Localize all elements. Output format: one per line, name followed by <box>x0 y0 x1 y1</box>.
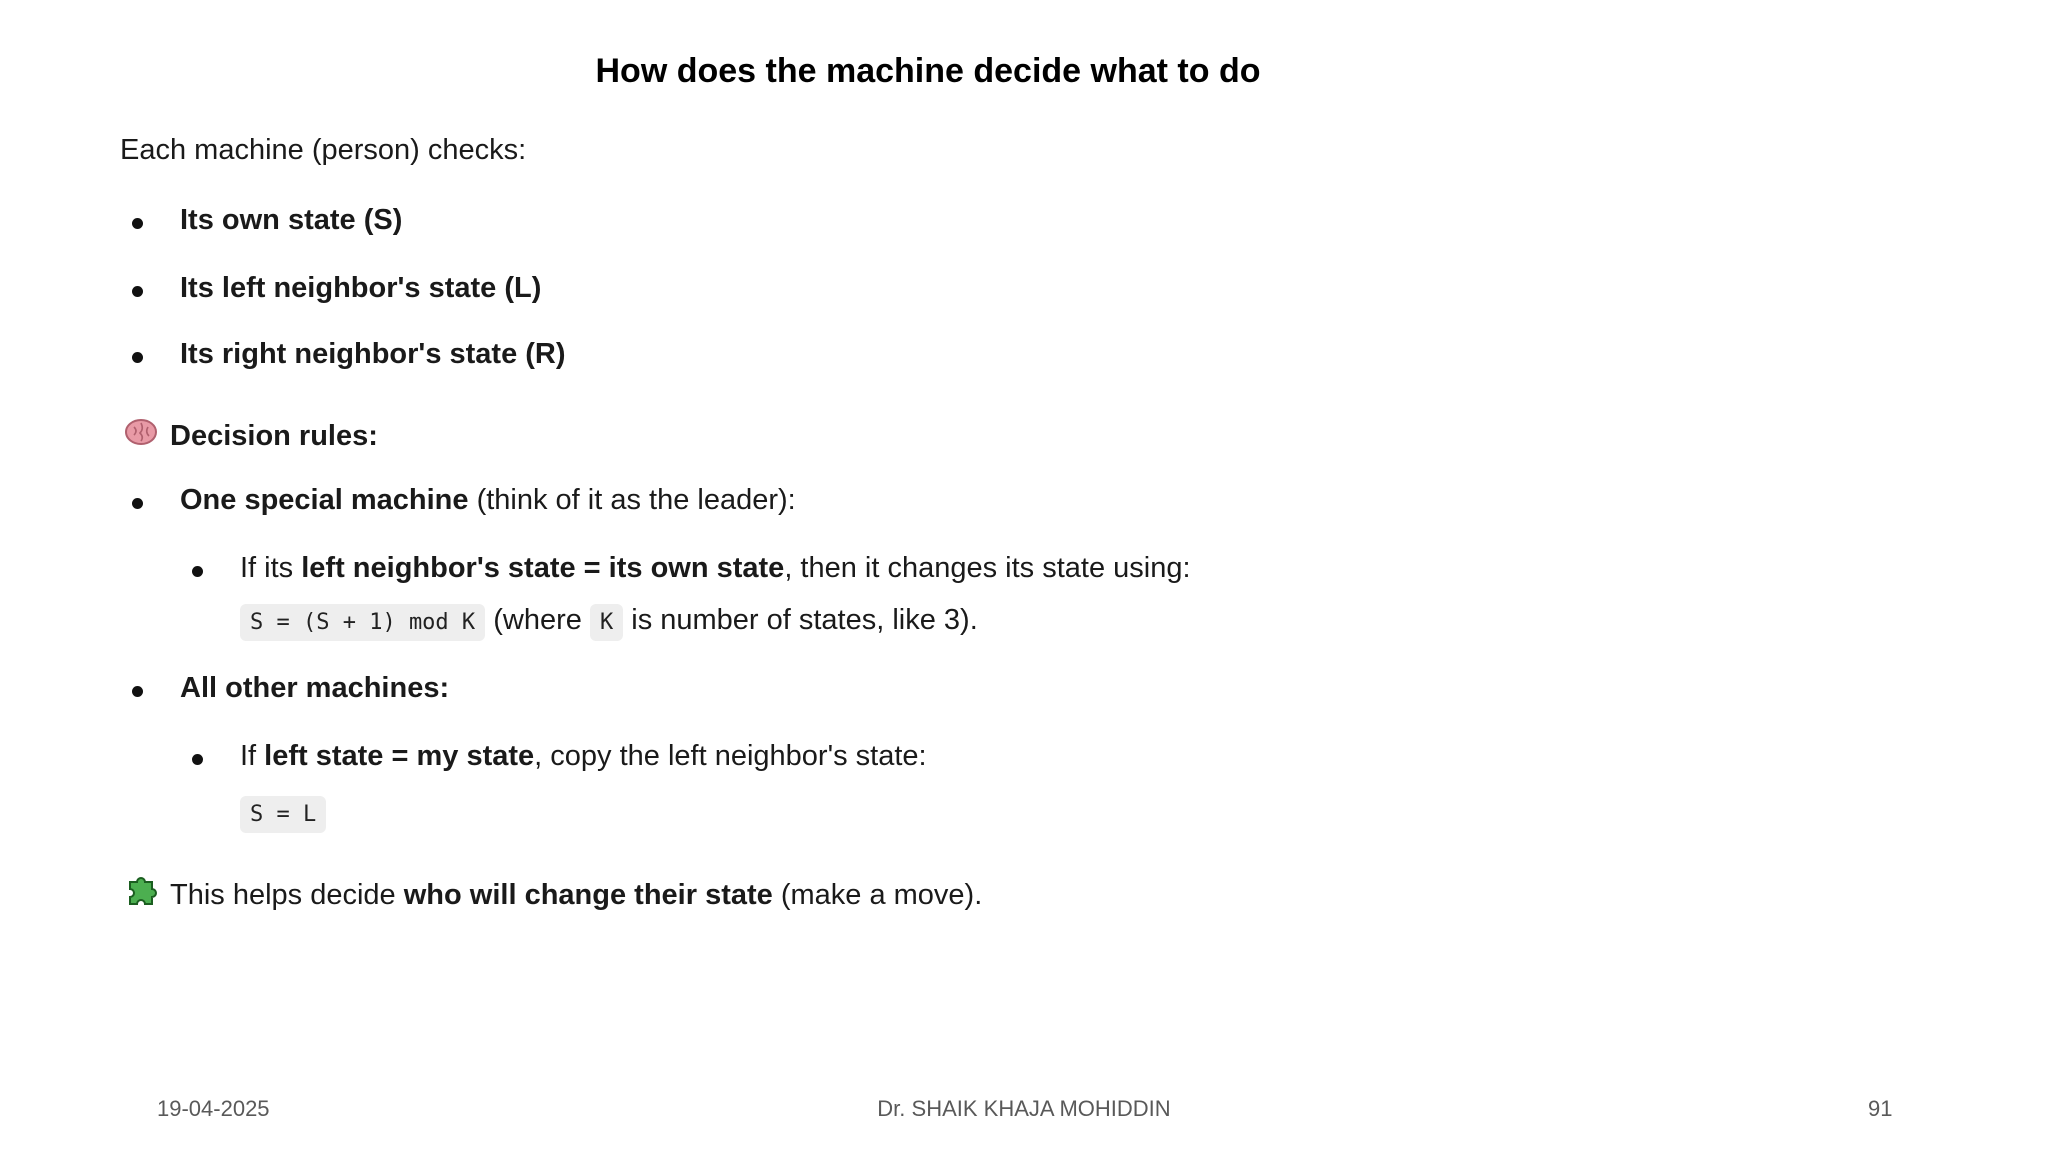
special-rule-prefix: If its <box>240 552 302 584</box>
special-machine-item <box>180 480 796 520</box>
footer-author: Dr. SHAIK KHAJA MOHIDDIN <box>877 1096 1171 1121</box>
special-formula-row <box>240 600 978 643</box>
other-formula-row <box>240 792 326 835</box>
special-machine-desc: (think of it as the leader): <box>468 484 796 516</box>
footer-page-number: 91 <box>1868 1096 1893 1121</box>
where-prefix: (where <box>485 604 590 636</box>
puzzle-icon <box>124 874 158 919</box>
other-rule-prefix: If <box>240 740 265 772</box>
bullet-dot <box>132 218 143 229</box>
slide-title: How does the machine decide what to do <box>595 52 1261 90</box>
other-rule-bold: left state = my state <box>264 740 535 772</box>
summary-bold: who will change their state <box>403 879 773 912</box>
summary-prefix: This helps decide <box>170 879 404 912</box>
other-rule-text <box>240 736 927 776</box>
other-machines-label: All other machines: <box>180 672 450 704</box>
footer-date: 19-04-2025 <box>157 1096 270 1121</box>
decision-heading-row <box>124 416 378 458</box>
bullet-dot <box>192 754 203 765</box>
other-rule-suffix: , copy the left neighbor's state: <box>534 740 927 772</box>
bullet-dot <box>132 498 143 509</box>
bullet-dot <box>192 566 203 577</box>
intro-text: Each machine (person) checks: <box>120 134 527 166</box>
where-suffix: is number of states, like 3). <box>623 604 978 636</box>
other-formula: S = L <box>240 796 326 833</box>
brain-icon <box>124 417 158 458</box>
k-code: K <box>590 604 623 641</box>
bullet-dot <box>132 686 143 697</box>
bullet-dot <box>132 286 143 297</box>
check-item-right-state: Its right neighbor's state (R) <box>180 338 566 370</box>
special-machine-label: One special machine <box>180 484 469 516</box>
special-rule-text <box>240 548 1191 588</box>
summary-row <box>124 874 982 919</box>
check-item-own-state: Its own state (S) <box>180 204 403 236</box>
special-formula: S = (S + 1) mod K <box>240 604 485 641</box>
check-item-left-state: Its left neighbor's state (L) <box>180 272 542 304</box>
summary-suffix: (make a move). <box>772 879 983 912</box>
special-rule-bold: left neighbor's state = its own state <box>301 552 785 584</box>
decision-heading: Decision rules: <box>170 420 378 452</box>
bullet-dot <box>132 352 143 363</box>
special-rule-suffix: , then it changes its state using: <box>784 552 1191 584</box>
